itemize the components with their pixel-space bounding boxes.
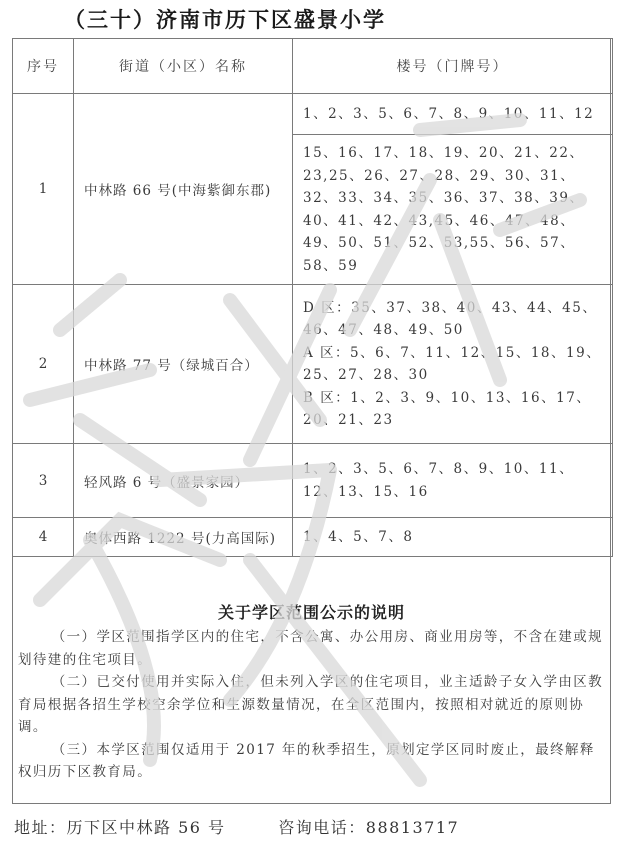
row-seq: 1 — [13, 94, 74, 285]
phone-label: 咨询电话： — [278, 818, 366, 837]
address-value: 历下区中林路 56 号 — [66, 818, 226, 837]
row-buildings: 15、16、17、18、19、20、21、22、23,25、26、27、28、29、30、31、32、33、34、35、36、37、38、39、40、41、42、43,45、46、47、48、49、50、51、52、53,55、56、57、58、59 — [293, 135, 613, 285]
row-street-name: 中林路 66 号(中海紫御东郡) — [74, 94, 293, 285]
zone-b-buildings: B 区：1、2、3、9、10、13、16、17、20、21、23 — [303, 389, 592, 428]
header-buildings: 楼号（门牌号） — [293, 39, 613, 94]
note-paragraph-1: （一）学区范围指学区内的住宅，不含公寓、办公用房、商业用房等，不含在建或规划待建的住宅项目。 — [18, 629, 604, 668]
row-buildings: 1、4、5、7、8 — [293, 518, 613, 557]
row-street-name: 奥体西路 1222 号(力高国际) — [74, 518, 293, 557]
phone-value: 88813717 — [365, 818, 460, 837]
row-street-name: 轻风路 6 号（盛景家园） — [74, 444, 293, 518]
row-street-name: 中林路 77 号（绿城百合） — [74, 285, 293, 444]
notes-body — [18, 626, 605, 784]
header-seq: 序号 — [13, 39, 74, 94]
row-buildings: 1、2、3、5、6、7、8、9、10、11、12、13、15、16 — [293, 444, 613, 518]
document-title: （三十）济南市历下区盛景小学 — [64, 8, 386, 32]
row-buildings: 1、2、3、5、6、7、8、9、10、11、12 — [293, 94, 613, 135]
row-seq: 3 — [13, 444, 74, 518]
zone-a-buildings: A 区：5、6、7、11、12、15、18、19、25、27、28、30 — [303, 344, 602, 383]
address-label: 地址： — [14, 818, 67, 837]
footer-contact — [14, 815, 459, 838]
notes-section — [12, 556, 611, 805]
row-seq: 2 — [13, 285, 74, 444]
row-seq: 4 — [13, 518, 74, 557]
zone-d-buildings: D 区：35、37、38、40、43、44、45、46、47、48、49、50 — [303, 299, 598, 338]
header-street: 街道（小区）名称 — [74, 39, 293, 94]
notes-heading: 关于学区范围公示的说明 — [217, 603, 405, 622]
note-paragraph-2: （二）已交付使用并实际入住，但未列入学区的住宅项目，业主适龄子女入学由区教育局根据各招生学校空余学位和生源数量情况，在全区范围内，按照相对就近的原则协调。 — [18, 674, 604, 735]
note-paragraph-3: （三）本学区范围仅适用于 2017 年的秋季招生，原划定学区同时废止，最终解释权归历下区教育局。 — [18, 741, 595, 780]
